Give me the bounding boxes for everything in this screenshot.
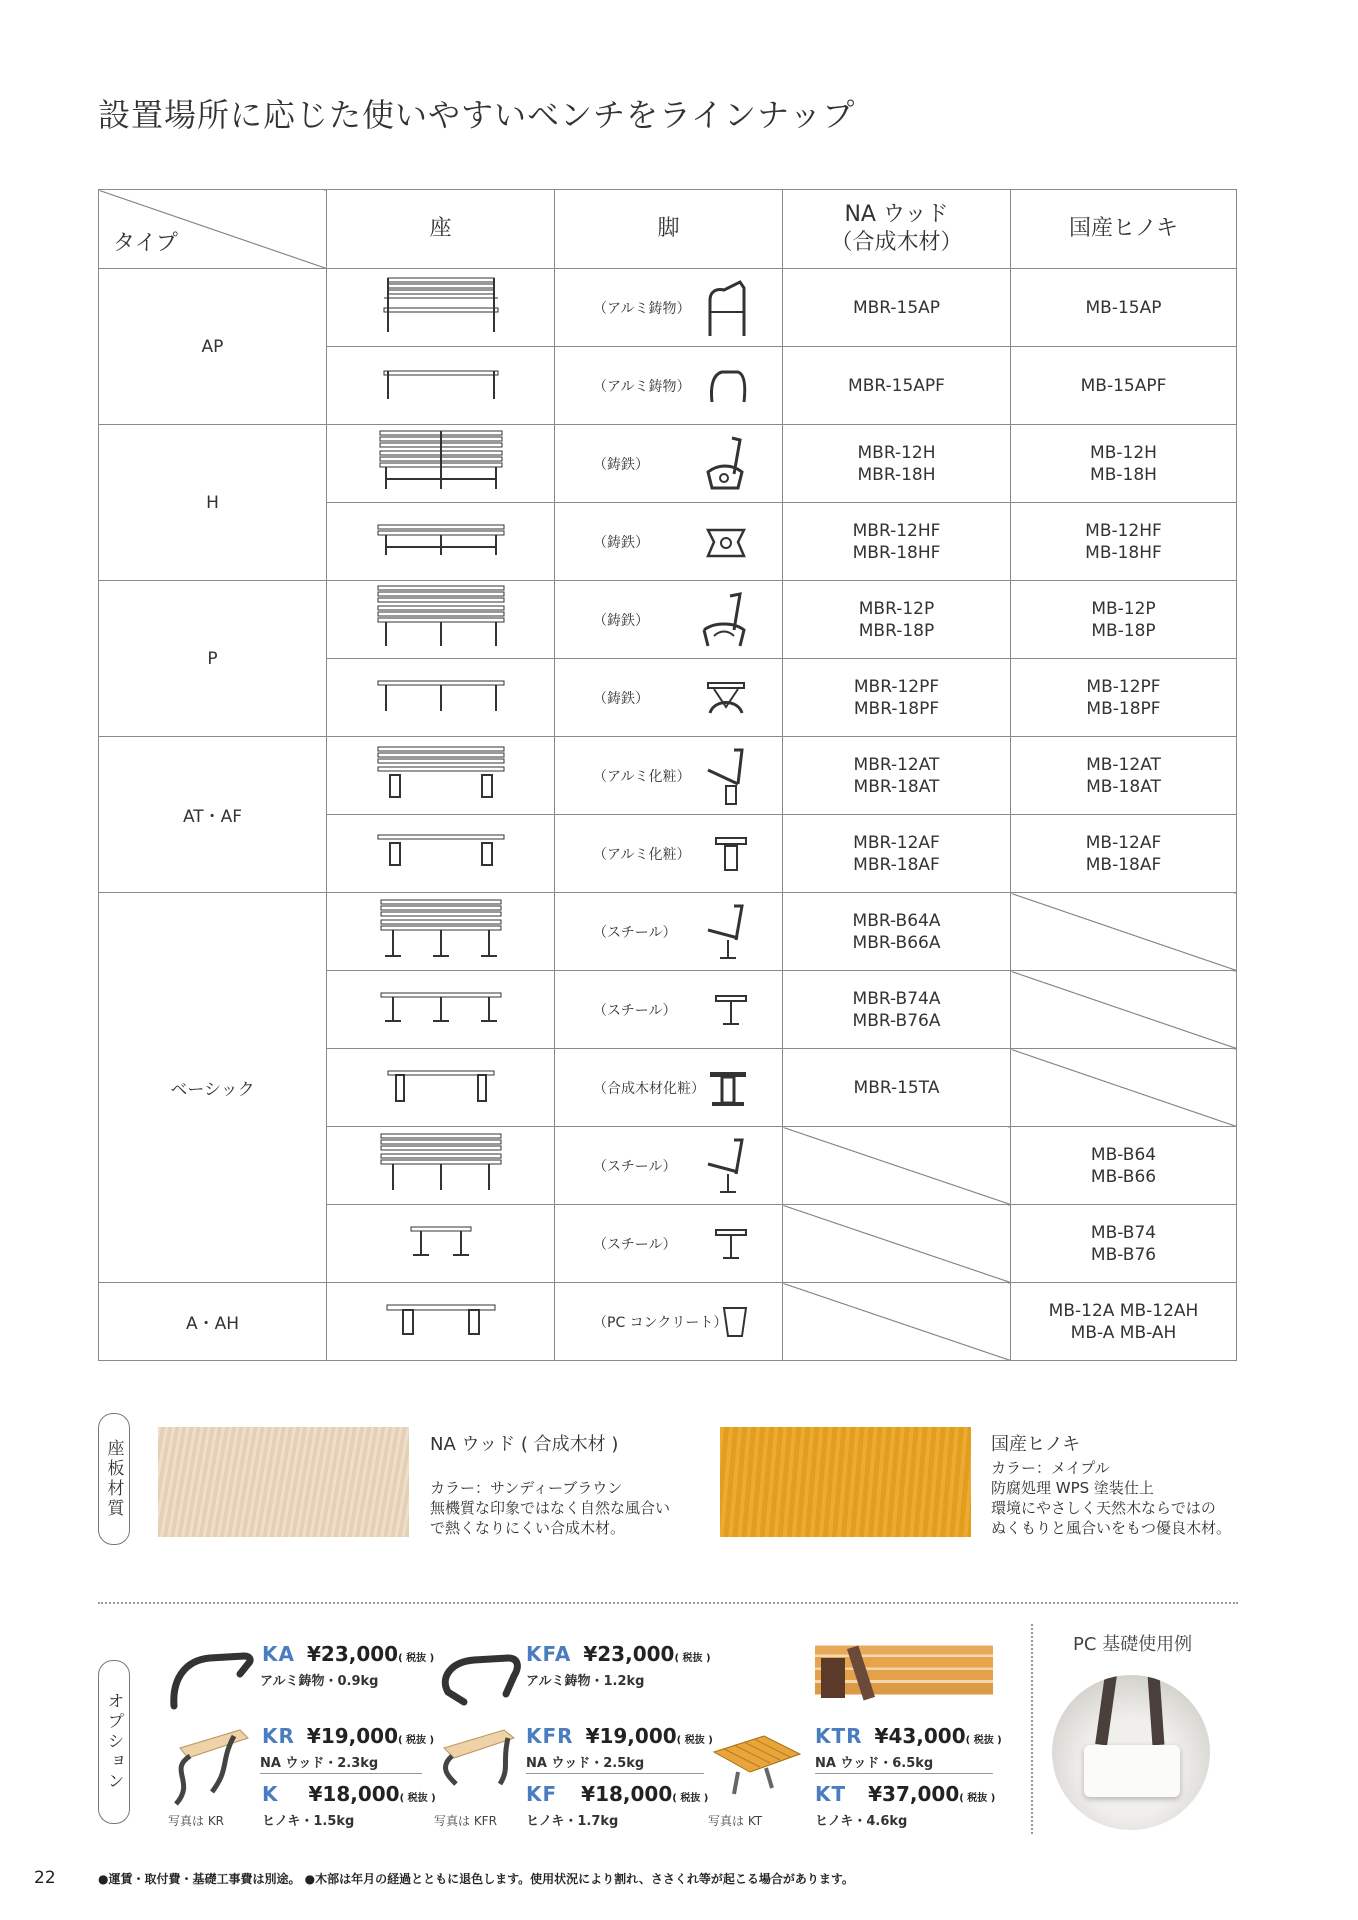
leg-cell — [555, 893, 783, 971]
model-code: MB-B74 — [1090, 1222, 1157, 1243]
option-underline — [260, 1773, 422, 1774]
option-code: KR — [262, 1724, 295, 1748]
leg-cell — [555, 971, 783, 1049]
leg-cell — [555, 269, 783, 347]
bench-leg-icon — [704, 902, 748, 962]
option-price: ¥43,000 — [874, 1724, 966, 1748]
option-underline — [815, 1773, 993, 1774]
seat-drawing — [327, 815, 555, 893]
bench-leg-icon — [700, 590, 748, 650]
hinoki-model-codes — [1011, 1205, 1237, 1283]
option-code: KA — [262, 1642, 295, 1666]
bench-leg-icon — [714, 1226, 748, 1262]
hinoki-model-codes — [1011, 1127, 1237, 1205]
option-spec: NA ウッド・2.3kg — [260, 1756, 379, 1771]
option-code: KF — [526, 1782, 558, 1806]
leg-material: （鋳鉄） — [593, 612, 649, 629]
na-model-codes — [783, 815, 1011, 893]
photo-caption: 写真は KT — [708, 1814, 763, 1828]
type-cell: AP — [99, 269, 327, 425]
option-k — [262, 1782, 436, 1806]
na-not-available — [783, 1283, 1011, 1361]
table-row — [99, 269, 1237, 347]
model-code: MBR-18P — [858, 620, 935, 641]
leg-cell — [555, 1205, 783, 1283]
leg-material: （鋳鉄） — [593, 456, 649, 473]
footnote: ●運賃・取付費・基礎工事費は別途。 ●木部は年月の経過とともに退色します。使用状況により割れ、ささくれ等が起こる場合があります。 — [98, 1872, 854, 1886]
bench-leg-icon — [708, 368, 748, 404]
model-code: MBR-12AT — [853, 754, 940, 775]
hinoki-model-codes — [1011, 581, 1237, 659]
table-kt-icon — [708, 1728, 804, 1806]
leg-cell — [555, 425, 783, 503]
option-price: ¥23,000 — [583, 1642, 675, 1666]
seat-drawing — [327, 893, 555, 971]
option-code: KFR — [526, 1724, 574, 1748]
option-spec: ヒノキ・4.6kg — [815, 1814, 908, 1829]
bench-seat-icon — [386, 1065, 496, 1105]
model-code: MBR-12P — [858, 598, 935, 619]
model-code: MB-12A MB-12AH — [1048, 1300, 1199, 1321]
leg-material: （アルミ化粧） — [593, 768, 691, 785]
na-not-available — [783, 1127, 1011, 1205]
model-code: MBR-B66A — [852, 932, 941, 953]
page-title: 設置場所に応じた使いやすいベンチをラインナップ — [98, 96, 856, 134]
leg-material: （アルミ鋳物） — [593, 300, 691, 317]
bench-seat-icon — [376, 584, 506, 650]
option-price: ¥18,000 — [308, 1782, 400, 1806]
seat-drawing — [327, 503, 555, 581]
seat-drawing — [327, 425, 555, 503]
photo-caption: 写真は KR — [168, 1814, 225, 1828]
bench-leg-icon — [704, 524, 748, 560]
hinoki-model-codes — [1011, 737, 1237, 815]
leg-material: （鋳鉄） — [593, 690, 649, 707]
header-hinoki: 国産ヒノキ — [1011, 190, 1237, 269]
leg-cell — [555, 659, 783, 737]
option-kf — [526, 1782, 708, 1806]
bench-leg-icon — [714, 834, 748, 874]
option-price: ¥18,000 — [581, 1782, 673, 1806]
table-row — [99, 737, 1237, 815]
hinoki-not-available — [1011, 893, 1237, 971]
bench-leg-icon — [702, 434, 748, 494]
model-code: MB-A MB-AH — [1070, 1322, 1177, 1343]
seat-drawing — [327, 269, 555, 347]
seat-drawing — [327, 1127, 555, 1205]
leg-cell — [555, 347, 783, 425]
table-row — [99, 1283, 1237, 1361]
option-kt — [815, 1782, 995, 1806]
option-underline — [526, 1773, 704, 1774]
option-spec: ヒノキ・1.7kg — [526, 1814, 619, 1829]
na-model-codes — [783, 659, 1011, 737]
option-tax: ( 税抜 ) — [399, 1793, 436, 1804]
option-spec: NA ウッド・6.5kg — [815, 1756, 934, 1771]
hinoki-model-codes — [1011, 659, 1237, 737]
hinoki-model-codes — [1011, 815, 1237, 893]
hinoki-swatch — [720, 1427, 971, 1537]
model-code: MB-12P — [1091, 598, 1156, 619]
option-label: オプション — [98, 1660, 130, 1824]
photo-caption: 写真は KFR — [434, 1814, 497, 1828]
leg-material: （鋳鉄） — [593, 534, 649, 551]
option-price: ¥19,000 — [585, 1724, 677, 1748]
model-code: MBR-12H — [857, 442, 936, 463]
header-type — [99, 190, 327, 269]
leg-material: （スチール） — [593, 1002, 677, 1019]
bench-seat-icon — [376, 743, 506, 803]
model-code: MB-18P — [1091, 620, 1156, 641]
bench-seat-icon — [382, 363, 500, 403]
seat-drawing — [327, 1283, 555, 1361]
model-code: MBR-B74A — [852, 988, 941, 1009]
leg-cell — [555, 503, 783, 581]
option-price: ¥19,000 — [306, 1724, 398, 1748]
hinoki-model-codes — [1011, 1283, 1237, 1361]
model-code: MBR-18PF — [853, 698, 940, 719]
model-code: MBR-12AF — [853, 832, 940, 853]
leg-material: （スチール） — [593, 924, 677, 941]
leg-material: （アルミ化粧） — [593, 846, 691, 863]
section-divider — [98, 1602, 1238, 1604]
bench-leg-icon — [704, 1136, 748, 1196]
na-wood-desc-line: カラー：サンディーブラウン — [430, 1479, 623, 1497]
bench-seat-icon — [385, 1299, 497, 1339]
bench-seat-icon — [376, 519, 506, 559]
model-code: MB-18HF — [1085, 542, 1162, 563]
leg-material: （アルミ鋳物） — [593, 378, 691, 395]
kt-photo — [815, 1638, 993, 1702]
na-model-codes — [783, 269, 1011, 347]
bench-leg-icon — [722, 1304, 748, 1340]
armrest-kfr-icon — [430, 1722, 522, 1812]
na-model-codes — [783, 347, 1011, 425]
leg-cell — [555, 737, 783, 815]
option-tax: ( 税抜 ) — [398, 1735, 435, 1746]
type-cell: AT・AF — [99, 737, 327, 893]
leg-cell — [555, 815, 783, 893]
hinoki-model-codes — [1011, 425, 1237, 503]
bench-leg-icon — [704, 746, 748, 806]
model-code: MB-B64 — [1090, 1144, 1157, 1165]
na-model-codes — [783, 971, 1011, 1049]
na-model-codes — [783, 893, 1011, 971]
model-code: MBR-15APF — [848, 375, 945, 396]
model-code: MB-12H — [1090, 442, 1157, 463]
model-code: MB-B66 — [1090, 1166, 1157, 1187]
seat-drawing — [327, 971, 555, 1049]
armrest-kr-icon — [160, 1722, 252, 1812]
armrest-kfa-icon — [434, 1648, 524, 1710]
bench-seat-icon — [379, 987, 503, 1027]
type-cell: A・AH — [99, 1283, 327, 1361]
option-tax: ( 税抜 ) — [676, 1735, 713, 1746]
hinoki-model-codes — [1011, 347, 1237, 425]
header-type-label: タイプ — [113, 231, 178, 256]
model-code: MBR-12HF — [852, 520, 941, 541]
hinoki-desc-line: 環境にやさしく天然木ならではの — [991, 1499, 1216, 1517]
hinoki-desc-line: カラー：メイプル — [991, 1459, 1110, 1477]
na-model-codes — [783, 425, 1011, 503]
na-wood-name: NA ウッド ( 合成木材 ) — [430, 1434, 619, 1455]
option-kfa — [526, 1642, 711, 1666]
na-model-codes — [783, 1049, 1011, 1127]
bench-leg-icon — [714, 992, 748, 1028]
leg-cell — [555, 1127, 783, 1205]
seat-drawing — [327, 1205, 555, 1283]
type-cell: ベーシック — [99, 893, 327, 1283]
leg-material: （PC コンクリート） — [593, 1314, 728, 1331]
table-row — [99, 425, 1237, 503]
model-code: MB-B76 — [1090, 1244, 1157, 1265]
material-label: 座板材質 — [98, 1413, 130, 1545]
option-spec: NA ウッド・2.5kg — [526, 1756, 645, 1771]
table-header-row — [99, 190, 1237, 269]
seat-drawing — [327, 581, 555, 659]
header-leg: 脚 — [555, 190, 783, 269]
bench-seat-icon — [379, 1132, 503, 1194]
option-spec: アルミ鋳物・1.2kg — [526, 1674, 645, 1689]
bench-seat-icon — [382, 274, 500, 336]
seat-drawing — [327, 659, 555, 737]
model-code: MB-18H — [1090, 464, 1157, 485]
model-code: MBR-B64A — [852, 910, 941, 931]
leg-material: （スチール） — [593, 1158, 677, 1175]
hinoki-desc-line: ぬくもりと風合いをもつ優良木材。 — [991, 1519, 1232, 1537]
na-not-available — [783, 1205, 1011, 1283]
leg-material: （スチール） — [593, 1236, 677, 1253]
option-spec: ヒノキ・1.5kg — [262, 1814, 355, 1829]
hinoki-not-available — [1011, 971, 1237, 1049]
bench-seat-icon — [376, 429, 506, 493]
leg-cell — [555, 581, 783, 659]
option-code: K — [262, 1782, 279, 1806]
hinoki-model-codes — [1011, 503, 1237, 581]
bench-seat-icon — [379, 898, 503, 960]
na-wood-desc-line: で熱くなりにくい合成木材。 — [430, 1519, 626, 1537]
seat-drawing — [327, 737, 555, 815]
option-tax: ( 税抜 ) — [965, 1735, 1002, 1746]
model-code: MB-18PF — [1086, 698, 1161, 719]
model-code: MBR-15AP — [852, 297, 941, 318]
model-code: MBR-18AT — [853, 776, 940, 797]
na-wood-swatch — [158, 1427, 409, 1537]
option-tax: ( 税抜 ) — [959, 1793, 996, 1804]
header-seat: 座 — [327, 190, 555, 269]
option-code: KFA — [526, 1642, 572, 1666]
header-na-wood: NA ウッド （合成木材） — [783, 190, 1011, 269]
bench-leg-icon — [708, 1068, 748, 1108]
option-code: KT — [815, 1782, 847, 1806]
bench-leg-icon — [704, 278, 748, 338]
table-row — [99, 893, 1237, 971]
hinoki-model-codes — [1011, 269, 1237, 347]
bench-seat-icon — [376, 675, 506, 715]
leg-cell — [555, 1283, 783, 1361]
model-code: MB-15AP — [1085, 297, 1162, 318]
option-kr — [262, 1724, 434, 1748]
type-cell: H — [99, 425, 327, 581]
model-code: MBR-B76A — [852, 1010, 941, 1031]
seat-drawing — [327, 1049, 555, 1127]
model-code: MB-12AT — [1086, 754, 1161, 775]
pc-example-photo — [1052, 1675, 1210, 1830]
type-cell: P — [99, 581, 327, 737]
seat-drawing — [327, 347, 555, 425]
model-code: MB-15APF — [1080, 375, 1167, 396]
hinoki-desc — [991, 1458, 1231, 1538]
model-code: MB-18AF — [1085, 854, 1162, 875]
model-code: MBR-18AF — [853, 854, 940, 875]
na-model-codes — [783, 503, 1011, 581]
leg-cell — [555, 1049, 783, 1127]
model-code: MB-12PF — [1086, 676, 1161, 697]
model-code: MBR-15TA — [853, 1077, 940, 1098]
model-code: MBR-12PF — [853, 676, 940, 697]
na-wood-desc — [430, 1478, 670, 1538]
hinoki-name: 国産ヒノキ — [991, 1434, 1081, 1455]
option-code: KTR — [815, 1724, 863, 1748]
armrest-ka-icon — [166, 1648, 256, 1710]
hinoki-desc-line: 防腐処理 WPS 塗装仕上 — [991, 1479, 1154, 1497]
page-number: 22 — [34, 1868, 56, 1888]
bench-leg-icon — [704, 679, 748, 717]
model-code: MB-18AT — [1086, 776, 1161, 797]
model-code: MBR-18H — [857, 464, 936, 485]
model-code: MBR-18HF — [852, 542, 941, 563]
model-code: MB-12HF — [1085, 520, 1162, 541]
option-tax: ( 税抜 ) — [674, 1653, 711, 1664]
option-ktr — [815, 1724, 1002, 1748]
vertical-divider — [1031, 1624, 1033, 1834]
bench-seat-icon — [376, 829, 506, 873]
option-ka — [262, 1642, 434, 1666]
option-tax: ( 税抜 ) — [398, 1653, 435, 1664]
leg-material: （合成木材化粧） — [593, 1080, 705, 1097]
pc-example-title: PC 基礎使用例 — [1073, 1634, 1193, 1655]
table-row — [99, 581, 1237, 659]
na-wood-desc-line: 無機質な印象ではなく自然な風合い — [430, 1499, 671, 1517]
lineup-table — [98, 189, 1237, 1361]
option-spec: アルミ鋳物・0.9kg — [260, 1674, 379, 1689]
na-model-codes — [783, 581, 1011, 659]
hinoki-not-available — [1011, 1049, 1237, 1127]
na-model-codes — [783, 737, 1011, 815]
option-price: ¥23,000 — [306, 1642, 399, 1666]
option-price: ¥37,000 — [868, 1782, 960, 1806]
bench-seat-icon — [409, 1221, 473, 1261]
option-kfr — [526, 1724, 713, 1748]
model-code: MB-12AF — [1085, 832, 1162, 853]
option-tax: ( 税抜 ) — [672, 1793, 709, 1804]
